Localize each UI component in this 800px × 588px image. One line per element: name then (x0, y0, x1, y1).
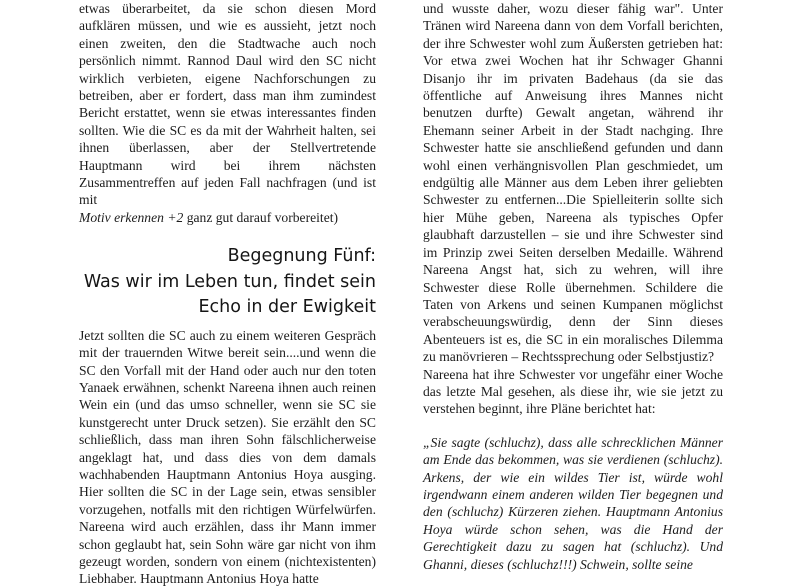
left-paragraph-1-end: ganz gut darauf vorbereitet) (183, 209, 339, 225)
left-column (79, 0, 376, 588)
quote-paragraph: „Sie sagte (schluchz), dass alle schrecklichen Männer am Ende das bekommen, was sie verdienen (schluchz). Arkens, der wie ein wildes Tier ist, würde wohl irgendwann einem anderen wilden Tier begegnen und den (schluchz) Kürzeren ziehen. Hauptmann Antonius Hoya würde schon sehen, was die Hand der Gerechtigkeit dazu zu sagen hat (schluchz). Und Ghanni, dieses (schluchz!!!) Schwein, sollte seine (423, 434, 723, 572)
heading-line-3: Echo in der Ewigkeit (198, 297, 376, 318)
heading-line-2: Was wir im Leben tun, findet sein (83, 271, 376, 292)
left-paragraph-1 (79, 0, 376, 226)
skill-reference: Motiv erkennen +2 (79, 209, 184, 225)
right-column (423, 0, 723, 573)
left-paragraph-1-text: etwas überarbeitet, da sie schon diesen Mord aufklären müssen, und wie es aussieht, jetzt noch einen zweiten, den die Stadtwache auch noch persönlich nimmt. Rannod Daul wird den SC nicht wirklich verbieten, eigene Nachforschungen zu betreiben, aber er fordert, dass man ihm zumindest Bericht erstattet, wenn sie etwas interessantes finden sollten. Wie die SC es da mit der Wahrheit halten, sei ihnen überlassen, aber der Stellvertretende Hauptmann wird bei ihrem nächsten Zusammentreffen auf jeden Fall nachfragen (und ist mit (79, 1, 376, 208)
right-paragraph-2: Nareena hat ihre Schwester vor ungefähr einer Woche das letzte Mal gesehen, als diese ihr, wie sie jetzt zu verstehen beginnt, ihre Pläne berichtet hat: (423, 366, 723, 417)
left-paragraph-2: Jetzt sollten die SC auch zu einem weiteren Gespräch mit der trauernden Witwe bereit sein....und wenn die SC den Vorfall mit der Hand oder auch nur den toten Yanaek erwähnen, schenkt Nareena ihnen auch reinen Wein ein (und das umso schneller, wenn sie SC sie kunstgerecht unter Druck setzen). Sie erzählt den SC schließlich, dass man ihren Sohn fälschlicherweise angeklagt hat, und dass dies von dem damals wachhabenden Hauptmann Antonius Hoya ausging. Hier sollten die SC in der Lage sein, etwas sensibler vorzugehen, notfalls mit den richtigen Würfelwürfen. Nareena wird auch erzählen, dass ihr Mann immer schon geglaubt hat, sein Sohn wäre gar nicht von ihm gezeugt worden, sondern von einem (nichtexistenten) Liebhaber. Hauptmann Antonius Hoya hatte (79, 327, 376, 587)
heading-line-1: Begegnung Fünf: (227, 246, 376, 267)
section-heading (79, 244, 376, 321)
right-paragraph-1: und wusste daher, wozu dieser fähig war". Unter Tränen wird Nareena dann von dem Vorfall berichten, der ihre Schwester wohl zum Äußersten getrieben hat: Vor etwa zwei Wochen hat ihr Schwager Ghanni Disanjo ihr im privaten Badehaus (da sie das öffentliche auf Anweisung ihres Mannes nicht benutzen durfte) Gewalt angetan, während ihr Ehemann seiner Arbeit in der Stadt nachging. Ihre Schwester hatte sie anschließend gefunden und dann wohl einen verhängnisvollen Plan geschmiedet, um endgültig alle Männer aus dem Leben ihrer geliebten Schwester zu entfernen...Die Spielleiterin sollte sich hier Mühe geben, Nareena als typisches Opfer glaubhaft darzustellen – sie und ihre Schwester sind im Prinzip zwei Seiten derselben Medaille. Während Nareena Angst hat, sich zu wehren, will ihre Schwester diese Rolle übernehmen. Schildere die Taten von Arkens und seinen Kumpanen möglichst verabscheuungswürdig, denn der Sinn dieses Abenteuers ist es, die SC in ein moralisches Dilemma zu manövrieren – Rechtssprechung oder Selbstjustiz? (423, 1, 723, 365)
